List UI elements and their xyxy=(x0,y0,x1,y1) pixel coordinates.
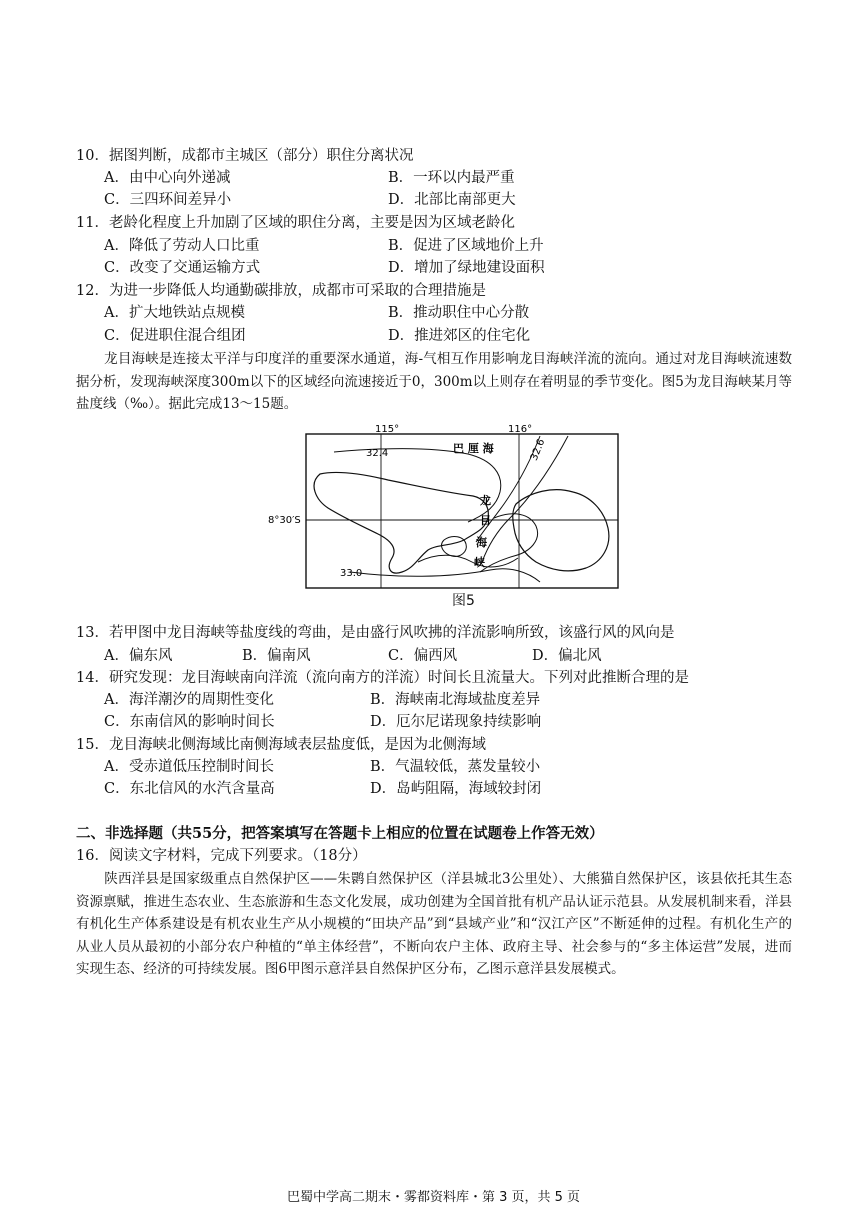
question-15-stem: 15．龙目海峡北侧海域比南侧海域表层盐度低，是因为北侧海域 xyxy=(76,737,486,753)
lon-label-115: 115° xyxy=(375,424,400,435)
question-11-stem: 11．老龄化程度上升加剧了区域的职住分离，主要是因为区域老龄化 xyxy=(76,215,515,231)
q10-option-c[interactable]: C．三四环间差异小 xyxy=(104,192,232,208)
figure-5-caption: 图5 xyxy=(452,593,475,609)
lon-label-116: 116° xyxy=(508,424,533,435)
strait-char-2: 目 xyxy=(480,514,491,527)
q13-option-d[interactable]: D．偏北风 xyxy=(532,648,602,664)
strait-char-4: 峡 xyxy=(474,556,485,569)
q15-option-c[interactable]: C．东北信风的水汽含量高 xyxy=(104,781,275,797)
q11-option-d[interactable]: D．增加了绿地建设面积 xyxy=(388,260,545,276)
isohaline-32-4 xyxy=(334,449,501,523)
q14-option-c[interactable]: C．东南信风的影响时间长 xyxy=(104,714,275,730)
passage-yangxian xyxy=(76,868,792,981)
map-frame xyxy=(306,434,618,588)
q13-option-b[interactable]: B．偏南风 xyxy=(242,648,311,664)
q14-option-b[interactable]: B．海峡南北海域盐度差异 xyxy=(370,692,541,708)
question-10-stem: 10．据图判断，成都市主城区（部分）职住分离状况 xyxy=(76,148,414,164)
q10-option-a[interactable]: A．由中心向外递减 xyxy=(104,170,231,186)
q11-option-b[interactable]: B．促进了区域地价上升 xyxy=(388,238,544,254)
sea-label: 巴 厘 海 xyxy=(453,442,494,455)
q10-option-d[interactable]: D．北部比南部更大 xyxy=(388,192,516,208)
q12-option-a[interactable]: A．扩大地铁站点规模 xyxy=(104,305,245,321)
section-2-heading: 二、非选择题（共55分，把答案填写在答题卡上相应的位置在试题卷上作答无效） xyxy=(76,825,604,842)
question-13-stem: 13．若甲图中龙目海峡等盐度线的弯曲，是由盛行风吹拂的洋流影响所致，该盛行风的风向是 xyxy=(76,625,675,641)
page-footer: 巴蜀中学高二期末・雾都资料库・第 3 页，共 5 页 xyxy=(286,1190,581,1205)
q11-option-a[interactable]: A．降低了劳动人口比重 xyxy=(104,238,260,254)
q15-option-d[interactable]: D．岛屿阻隔，海域较封闭 xyxy=(370,781,542,797)
q11-option-c[interactable]: C．改变了交通运输方式 xyxy=(104,260,261,276)
isohaline-mid-1 xyxy=(482,436,568,562)
isohaline-label-32-6: 32.6 xyxy=(528,437,548,463)
question-12-stem: 12．为进一步降低人均通勤碳排放，成都市可采取的合理措施是 xyxy=(76,283,486,299)
q13-option-a[interactable]: A．偏东风 xyxy=(104,648,173,664)
nusa-penida-island xyxy=(442,537,467,557)
strait-char-3: 海 xyxy=(476,536,487,549)
figure-5-salinity-map xyxy=(268,422,628,612)
q13-option-c[interactable]: C．偏西风 xyxy=(388,648,458,664)
lombok-island xyxy=(513,490,609,571)
q12-option-c[interactable]: C．促进职住混合组团 xyxy=(104,328,246,344)
passage-lombok-strait xyxy=(76,348,792,416)
question-14-stem: 14．研究发现：龙目海峡南向洋流（流向南方的洋流）时间长且流量大。下列对此推断合理的是 xyxy=(76,670,689,686)
q15-option-b[interactable]: B．气温较低，蒸发量较小 xyxy=(370,759,541,775)
q12-option-b[interactable]: B．推动职住中心分散 xyxy=(388,305,530,321)
isohaline-label-32-4: 32.4 xyxy=(366,448,389,459)
q10-option-b[interactable]: B．一环以内最严重 xyxy=(388,170,515,186)
strait-char-1: 龙 xyxy=(480,494,491,507)
question-16-stem: 16．阅读文字材料，完成下列要求。（18分） xyxy=(76,848,367,864)
passage-lombok-text: 龙目海峡是连接太平洋与印度洋的重要深水通道，海-气相互作用影响龙目海峡洋流的流向。通过对龙目海峡流速数据分析，发现海峡深度300m以下的区域经向流速接近于0，300m以上则存在着明显的季节变化。图5为龙目海峡某月等盐度线（‰）。据此完成13～15题。 xyxy=(76,351,792,412)
q14-option-d[interactable]: D．厄尔尼诺现象持续影响 xyxy=(370,714,542,730)
lat-label: 8°30′S xyxy=(268,515,301,526)
isohaline-33-0 xyxy=(350,569,540,582)
q15-option-a[interactable]: A．受赤道低压控制时间长 xyxy=(104,759,274,775)
isohaline-label-33-0: 33.0 xyxy=(340,568,363,579)
q14-option-a[interactable]: A．海洋潮汐的周期性变化 xyxy=(104,692,274,708)
isohaline-mid-3 xyxy=(418,555,518,567)
passage-yangxian-text: 陕西洋县是国家级重点自然保护区——朱鹮自然保护区（洋县城北3公里处）、大熊猫自然保护区，该县依托其生态资源禀赋，推进生态农业、生态旅游和生态文化发展，成功创建为全国首批有机产品认证示范县。从发展机制来看，洋县有机化生产体系建设是有机农业生产从小规模的“田块产品”到“县域产业”和“汉江产区”不断延伸的过程。有机化生产的从业人员从最初的小部分农户种植的“单主体经营”，不断向农户主体、政府主导、社会参与的“多主体运营”发展，进而实现生态、经济的可持续发展。图6甲图示意洋县自然保护区分布，乙图示意洋县发展模式。 xyxy=(76,871,792,977)
q12-option-d[interactable]: D．推进郊区的住宅化 xyxy=(388,328,531,344)
